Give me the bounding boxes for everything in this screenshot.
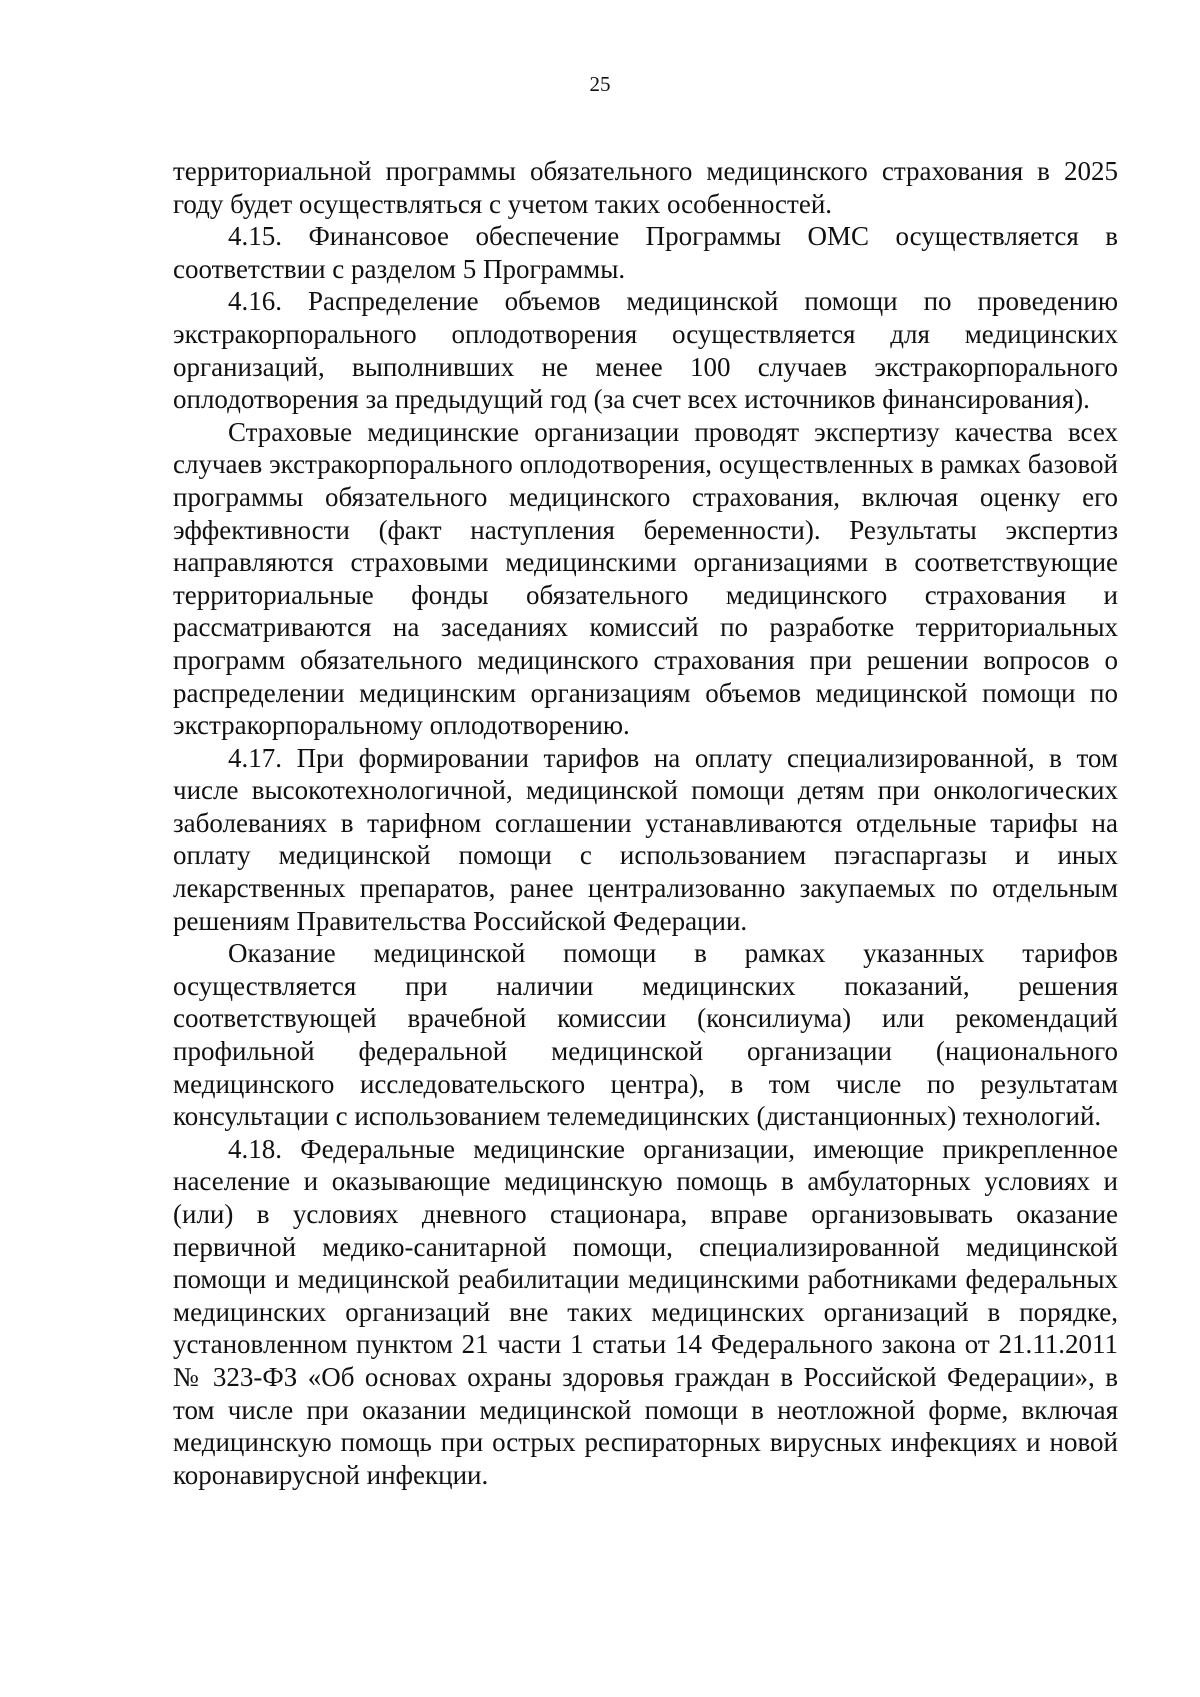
paragraph-4-17: 4.17. При формировании тарифов на оплату специализированной, в том числе высокотехнологичной, медицинской помощи детям при онкологических заболеваниях в тарифном соглашении устанавливаются отдельные тарифы на оплату медицинской помощи с использованием пэгаспаргазы и иных лекарственных препаратов, ранее централизованно закупаемых по отдельным решениям Правительства Российской Федерации. (173, 742, 1118, 936)
paragraph-insurance-expertise: Страховые медицинские организации проводят экспертизу качества всех случаев экстракорпорального оплодотворения, осуществленных в рамках базовой программы обязательного медицинского страхования, включая оценку его эффективности (факт наступления беременности). Результаты экспертиз направляются страховыми медицинскими организациями в соответствующие территориальные фонды обязательного медицинского страхования и рассматриваются на заседаниях комиссий по разработке территориальных программ обязательного медицинского страхования при решении вопросов о распределении медицинским организациям объемов медицинской помощи по экстракорпоральному оплодотворению. (173, 416, 1118, 741)
paragraph-tariff-conditions: Оказание медицинской помощи в рамках указанных тарифов осуществляется при наличии медицинских показаний, решения соответствующей врачебной комиссии (консилиума) или рекомендаций профильной федеральной медицинской организации (национального медицинского исследовательского центра), в том числе по результатам консультации с использованием телемедицинских (дистанционных) технологий. (173, 938, 1118, 1132)
document-body (173, 155, 1118, 1491)
paragraph-4-16: 4.16. Распределение объемов медицинской помощи по проведению экстракорпорального оплодотворения осуществляется для медицинских организаций, выполнивших не менее 100 случаев экстракорпорального оплодотворения за предыдущий год (за счет всех источников финансирования). (173, 286, 1118, 415)
page-number: 25 (589, 72, 611, 96)
paragraph-continuation: территориальной программы обязательного медицинского страхования в 2025 году будет осуществляться с учетом таких особенностей. (173, 156, 1118, 219)
paragraph-4-18: 4.18. Федеральные медицинские организации, имеющие прикрепленное население и оказывающие медицинскую помощь в амбулаторных условиях и (или) в условиях дневного стационара, вправе организовывать оказание первичной медико-санитарной помощи, специализированной медицинской помощи и медицинской реабилитации медицинскими работниками федеральных медицинских организаций вне таких медицинских организаций в порядке, установленном пунктом 21 части 1 статьи 14 Федерального закона от 21.11.2011 № 323-ФЗ «Об основах охраны здоровья граждан в Российской Федерации», в том числе при оказании медицинской помощи в неотложной форме, включая медицинскую помощь при острых респираторных вирусных инфекциях и новой коронавирусной инфекции. (173, 1133, 1118, 1490)
paragraph-4-15: 4.15. Финансовое обеспечение Программы ОМС осуществляется в соответствии с разделом 5 Программы. (173, 221, 1118, 284)
